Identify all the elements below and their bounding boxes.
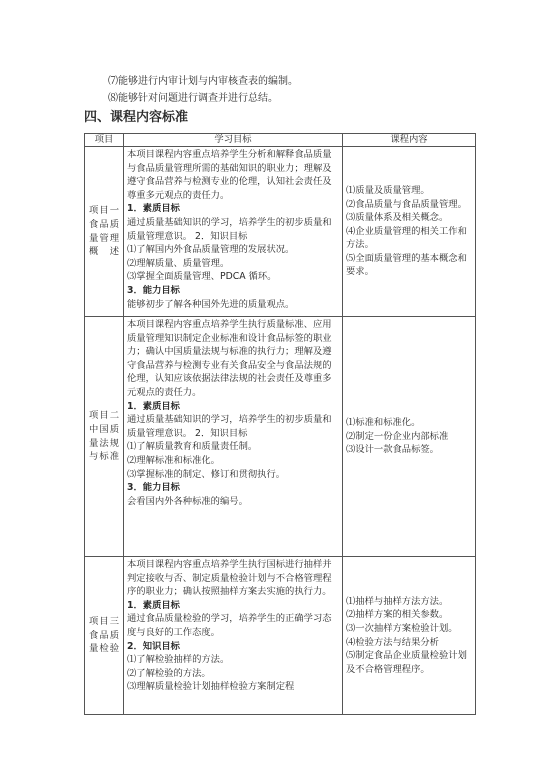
content-line: ⑷检验方法与结果分析 bbox=[346, 636, 439, 648]
content-line: ⑶设计一款食品标签。 bbox=[346, 444, 439, 456]
objective-line: ⑵理解质量、质量管理。 bbox=[127, 257, 230, 269]
objective-line: ⑶掌握标准的制定、修订和贯彻执行。 bbox=[127, 468, 286, 480]
content-line: ⑴抽样与抽样方法方法。 bbox=[346, 595, 449, 607]
objective-line: 2．知识目标 bbox=[127, 640, 180, 652]
objectives-cell bbox=[124, 147, 343, 317]
table-row bbox=[85, 147, 476, 317]
objective-line: 通过质量基础知识的学习，培养学生的初步质量和质量管理意识。 2．知识目标 bbox=[127, 216, 332, 242]
objective-line: 本项目课程内容重点培养学生执行质量标准、应用质量管理知识制定企业标准和设计食品标签的职业力；确认中国质量法规与标准的执行力；理解及遵守食品营养与检测专业有关食品安全与食品法规的伦理，认知应该依据法律法规的社会责任及尊重多元观点的责任力。 bbox=[127, 319, 332, 398]
content-line: ⑶一次抽样方案检验计划。 bbox=[346, 622, 458, 634]
content-line: ⑴质量及质量管理。 bbox=[346, 184, 430, 196]
contents-cell bbox=[343, 557, 476, 715]
content-line: ⑵抽样方案的相关参数。 bbox=[346, 609, 449, 621]
contents-cell bbox=[343, 317, 476, 557]
objective-line: ⑴了解国内外食品质量管理的发展状况。 bbox=[127, 244, 295, 256]
content-line: ⑸全面质量管理的基本概念和要求。 bbox=[346, 252, 467, 278]
objective-line: 3．能力目标 bbox=[127, 284, 180, 296]
objective-line: 1．素质目标 bbox=[127, 599, 180, 611]
table-header-row bbox=[85, 134, 476, 147]
content-line: ⑶质量体系及相关概念。 bbox=[346, 212, 449, 224]
objective-line: 1．素质目标 bbox=[127, 203, 180, 215]
content-line: ⑴标准和标准化。 bbox=[346, 417, 421, 429]
section-title: 四、课程内容标准 bbox=[84, 110, 189, 125]
objective-line: 能够初步了解各种国外先进的质量观点。 bbox=[127, 298, 295, 310]
intro-item: ⑻能够针对问题进行调查并进行总结。 bbox=[108, 93, 278, 104]
project-name: 项目一食品质量管理概述 bbox=[85, 147, 124, 317]
intro-list bbox=[108, 73, 298, 107]
objective-line: 通过食品质量检验的学习，培养学生的正确学习态度与良好的工作态度。 bbox=[127, 613, 332, 638]
objective-line: ⑵了解检验的方法。 bbox=[127, 667, 211, 679]
course-content-table bbox=[84, 133, 476, 715]
objective-line: 1．素质目标 bbox=[127, 400, 180, 412]
objective-line: ⑵理解标准和标准化。 bbox=[127, 454, 220, 466]
objective-line: 本项目课程内容重点培养学生执行国标进行抽样并判定接收与否、制定质量检验计划与不合格管理程序的职业力；确认按照抽样方案去实施的执行力。 bbox=[127, 559, 332, 598]
objective-line: ⑶理解质量检验计划抽样检验方案制定程 bbox=[127, 681, 295, 693]
intro-item: ⑺能够进行内审计划与内审核查表的编制。 bbox=[108, 76, 298, 87]
content-line: ⑸制定食品企业质量检验计划及不合格管理程序。 bbox=[346, 650, 467, 675]
contents-cell bbox=[343, 147, 476, 317]
project-name: 项目二中国质量法规与标准 bbox=[85, 317, 124, 557]
objective-line: 会看国内外各种标准的编号。 bbox=[127, 495, 248, 507]
objectives-cell bbox=[124, 557, 343, 715]
table-row bbox=[85, 557, 476, 715]
objectives-cell bbox=[124, 317, 343, 557]
project-name: 项目三食品质量检验 bbox=[85, 557, 124, 715]
objective-line: ⑴了解质量教育和质量责任制。 bbox=[127, 441, 258, 453]
table-row bbox=[85, 317, 476, 557]
header-contents: 课程内容 bbox=[343, 134, 476, 147]
objective-line: ⑴了解检验抽样的方法。 bbox=[127, 654, 230, 666]
content-line: ⑷企业质量管理的相关工作和方法。 bbox=[346, 225, 467, 251]
objective-line: 3．能力目标 bbox=[127, 482, 180, 494]
objective-line: 本项目课程内容重点培养学生分析和解释食品质量与食品质量管理所需的基础知识的职业力；理解及遵守食品营养与检测专业的伦理，认知社会责任及尊重多元观点的责任力。 bbox=[127, 149, 332, 201]
header-objectives: 学习目标 bbox=[124, 134, 343, 147]
objective-line: 通过质量基础知识的学习，培养学生的初步质量和质量管理意识。 2．知识目标 bbox=[127, 414, 332, 439]
objective-line: ⑶掌握全面质量管理、PDCA 循环。 bbox=[127, 271, 277, 283]
content-line: ⑵食品质量与食品质量管理。 bbox=[346, 198, 467, 210]
content-line: ⑵制定一份企业内部标准 bbox=[346, 430, 449, 442]
header-project: 项目 bbox=[85, 134, 124, 147]
